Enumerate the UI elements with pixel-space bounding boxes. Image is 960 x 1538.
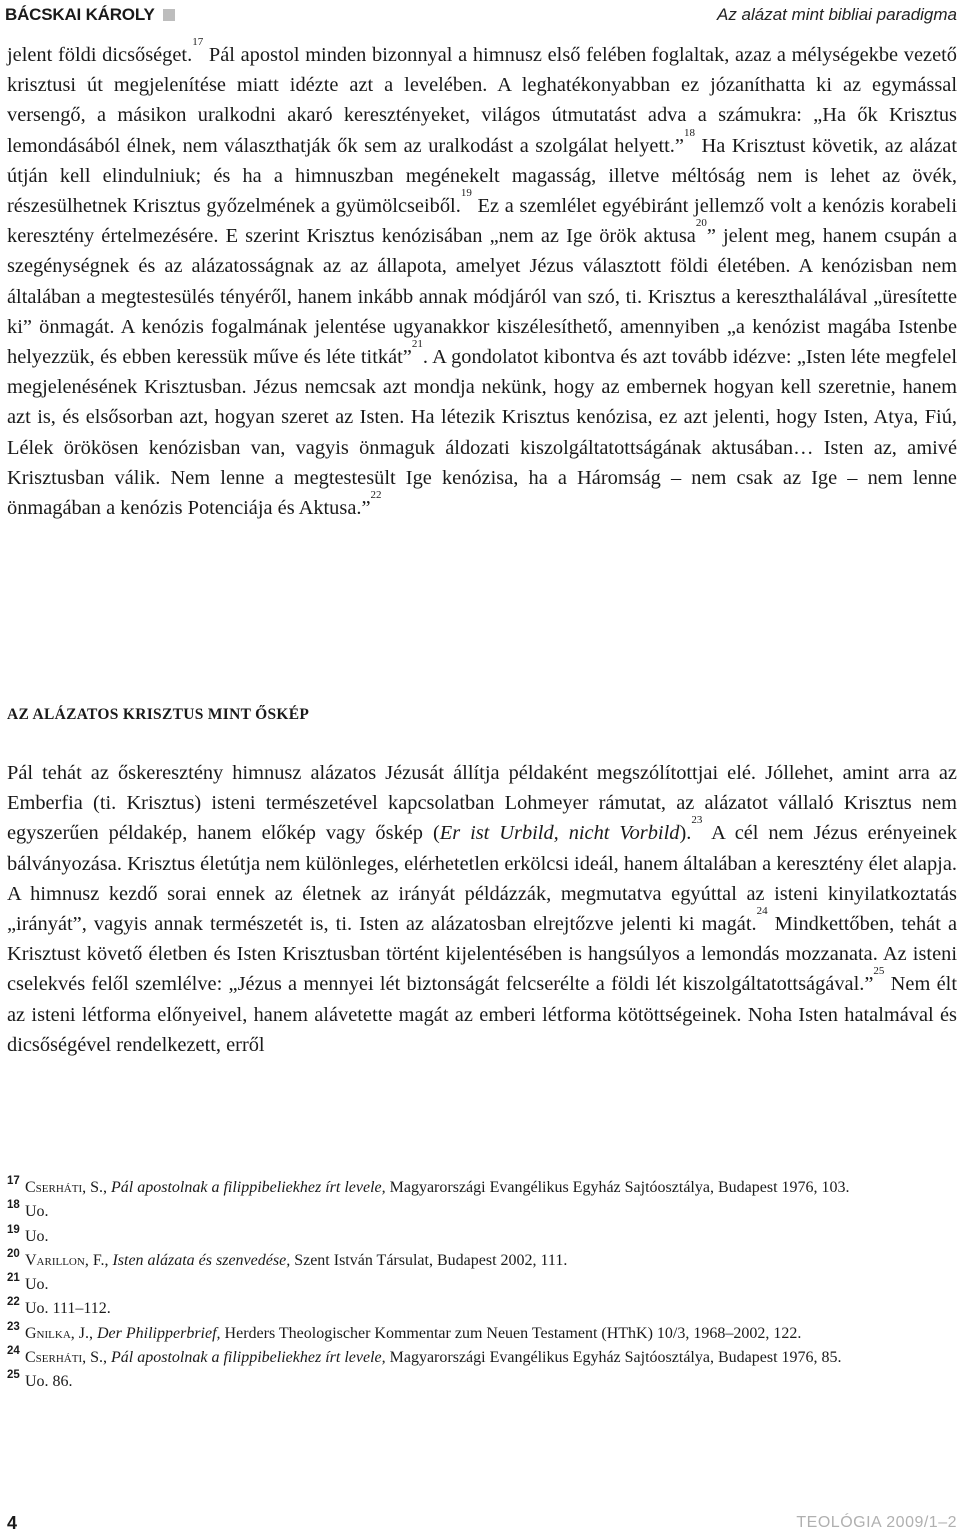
footnote-number: 25	[7, 1369, 20, 1382]
footnote-text: Herders Theologischer Kommentar zum Neuen Testament (HThK) 10/3, 1968–2002, 122.	[220, 1324, 802, 1342]
header-author-block	[5, 5, 175, 25]
header-title: Az alázat mint bibliai paradigma	[716, 5, 957, 24]
footnote-separator: ,	[89, 1324, 97, 1342]
footnote-number: 19	[7, 1223, 20, 1236]
footnote-ref-20[interactable]: 20	[695, 217, 707, 230]
footnote-title: Pál apostolnak a filippibeliekhez írt levele,	[111, 1349, 386, 1367]
footnote-number: 18	[7, 1199, 20, 1212]
footnote-author: Varillon, F.	[25, 1251, 105, 1269]
footnote-title: Pál apostolnak a filippibeliekhez írt levele,	[111, 1179, 386, 1196]
body-paragraph-2	[7, 758, 957, 1060]
text-run: A cél nem Jézus erényeinek bálványozása. Krisztus életútja nem különleges, elérhetetlen erkölcsi ideál, hanem általában a keresztény élet alapja. A himnusz kezdő sorai ennek az életnek az irányát példázzák, megmutatva egyúttal az isteni kinyilatkoztatás „irányát”, vagyis annak természetét is, ti. Isten az alázatosban elrejtőzve jelenti ki magát.	[7, 822, 958, 936]
footnote-separator: ,	[103, 1349, 112, 1367]
footnote-ref-25[interactable]: 25	[873, 965, 885, 978]
footnotes	[7, 1176, 957, 1395]
footnote-23	[7, 1322, 957, 1346]
footnote-ref-22[interactable]: 22	[370, 489, 382, 502]
body-paragraph-1	[7, 36, 957, 523]
page-footer	[7, 1510, 957, 1536]
page-number: 4	[7, 1512, 18, 1533]
square-icon	[163, 9, 175, 21]
text-run: ” jelent meg, hanem csupán a szegénységnek és az alázatosságnak az az állapota, amelyet Jézus választott földi életében. A kenózisban nem általában a megtestesülés tényéről, hanem inkább annak módjáról van szó, ti. Krisztus a kereszthalálával „üresítette ki” önmagát. A kenózis fogalmának jelentése ugyanakkor kiszélesíthető, amennyiben „a kenózist magába Istenbe helyezzük, és ebben keressük műve és léte titkát”	[7, 225, 957, 369]
text-run: Pál apostol minden bizonnyal a himnusz első felében foglaltak, azaz a mélységekbe vezető krisztusi út megjelenítése miatt idézte azt a levelében. A leghatékonyabban ez józaníthatta ki az egymással versengő, a másikon uralkodni akaró keresztényeket, világos útmutatást adva a számukra: „Ha ők Krisztus lemondásából élnek, nem választhatják ők sem az uralkodást a szolgálat helyett.”	[7, 44, 957, 157]
footnote-22	[7, 1297, 957, 1321]
footnote-text: Uo. 111–112.	[25, 1300, 111, 1318]
footnote-ref-24[interactable]: 24	[756, 905, 768, 918]
footnote-separator: ,	[103, 1179, 112, 1196]
footnote-21	[7, 1273, 957, 1297]
footnote-title: Isten alázata és szenvedése,	[112, 1251, 291, 1269]
footnote-number: 21	[7, 1272, 20, 1285]
footnote-24	[7, 1346, 957, 1370]
footnote-author: Cserháti, S.	[25, 1349, 104, 1367]
footnote-19	[7, 1225, 957, 1249]
italic-quote: Er ist Urbild, nicht Vorbild	[439, 822, 680, 845]
footnote-ref-18[interactable]: 18	[683, 126, 695, 139]
text-run: jelent földi dicsőséget.	[7, 44, 193, 66]
section-heading: AZ ALÁZATOS KRISZTUS MINT ŐSKÉP	[7, 706, 310, 723]
footnote-text: Magyarországi Evangélikus Egyház Sajtóosztálya, Budapest 1976, 85.	[385, 1349, 842, 1367]
text-run: Nem élt az isteni létforma előnyeivel, hanem alávetette magát az emberi létforma kötöttségeinek. Noha Isten hatalmával és dicsőségével rendelkezett, erről	[7, 973, 957, 1056]
footnote-number: 23	[7, 1320, 20, 1333]
footnote-number: 24	[7, 1345, 20, 1358]
footnote-text: Uo.	[25, 1203, 49, 1221]
footnote-title: Der Philipperbrief,	[97, 1324, 221, 1342]
text-run: Ha Krisztust követik, az alázat útján kell elindulniuk; és ha a himnuszban megénekelt magasság, illetve méltóság nem is lehet az övék, részesülhetnek Krisztus győzelmének a gyümölcseiből.	[7, 134, 957, 218]
footnote-ref-21[interactable]: 21	[411, 338, 423, 351]
footnote-ref-23[interactable]: 23	[691, 814, 703, 827]
footnote-18	[7, 1200, 957, 1224]
footnote-author: Gnilka, J.	[25, 1324, 89, 1342]
text-run: . A gondolatot kibontva és azt tovább idézve: „Isten léte megfelel megjelenésének Krisztusban. Jézus nemcsak azt mondja nekünk, hogy az embernek hogyan kell szeretnie, hanem azt is, és elsősorban azt, hogyan szeret az Isten. Ha létezik Krisztus kenózisa, ez azt jelenti, hogy Isten, Atya, Fiú, Lélek örökösen kenózisban van, vagyis önmaguk áldozati kiszolgáltatottságának aktusában… Isten az, amivé Krisztusban válik. Nem lenne a megtestesült Ige kenózisa, ha a Háromság – nem csak az Ige – nem lenne önmagában a kenózis Potenciája és Aktusa.”	[7, 346, 957, 520]
footnote-text: Szent István Társulat, Budapest 2002, 111.	[290, 1251, 568, 1269]
footnote-number: 20	[7, 1247, 20, 1260]
footnote-text: Uo.	[25, 1276, 49, 1294]
running-header	[5, 2, 957, 28]
footnote-text: Uo. 86.	[25, 1373, 73, 1391]
footnote-number: 17	[7, 1175, 20, 1187]
header-author: BÁCSKAI KÁROLY	[5, 5, 155, 24]
text-run: ).	[679, 822, 692, 845]
footnote-20	[7, 1249, 957, 1273]
footnote-number: 22	[7, 1296, 20, 1309]
footnote-ref-19[interactable]: 19	[460, 187, 472, 200]
footnote-text: Uo.	[25, 1227, 49, 1245]
footnote-text: Magyarországi Evangélikus Egyház Sajtóosztálya, Budapest 1976, 103.	[385, 1179, 850, 1196]
footnote-ref-17[interactable]: 17	[192, 36, 204, 48]
text-run: Ez a szemlélet egyébiránt jellemző volt a kenózis korabeli keresztény értelmezésére. E szerint Krisztus kenózisában „nem az Ige örök aktusa	[7, 195, 957, 248]
text-run: Mindkettőben, tehát a Krisztust követő életben és Isten Krisztusban történt kijelentésében is hangsúlyos a lemondás mozzanata. Az isteni cselekvés felől szemlélve: „Jézus a mennyei lét biztonságát felcserélte a földi lét kiszolgáltatottságával.”	[7, 913, 958, 996]
footnote-17	[7, 1176, 957, 1200]
journal-name: TEOLÓGIA 2009/1–2	[796, 1514, 957, 1531]
footnote-25	[7, 1370, 957, 1394]
footnote-separator: ,	[104, 1251, 113, 1269]
footnote-author: Cserháti, S.	[25, 1179, 104, 1196]
text-run: Pál tehát az őskeresztény himnusz alázatos Jézusát állítja példaként megszólítottjai elé. Jóllehet, amint arra az Emberfia (ti. Krisztus) isteni természetével kapcsolatban Lohmeyer rámutat, az alázatot vállaló Krisztus nem egyszerűen példakép, hanem előkép vagy őskép (	[7, 762, 957, 845]
